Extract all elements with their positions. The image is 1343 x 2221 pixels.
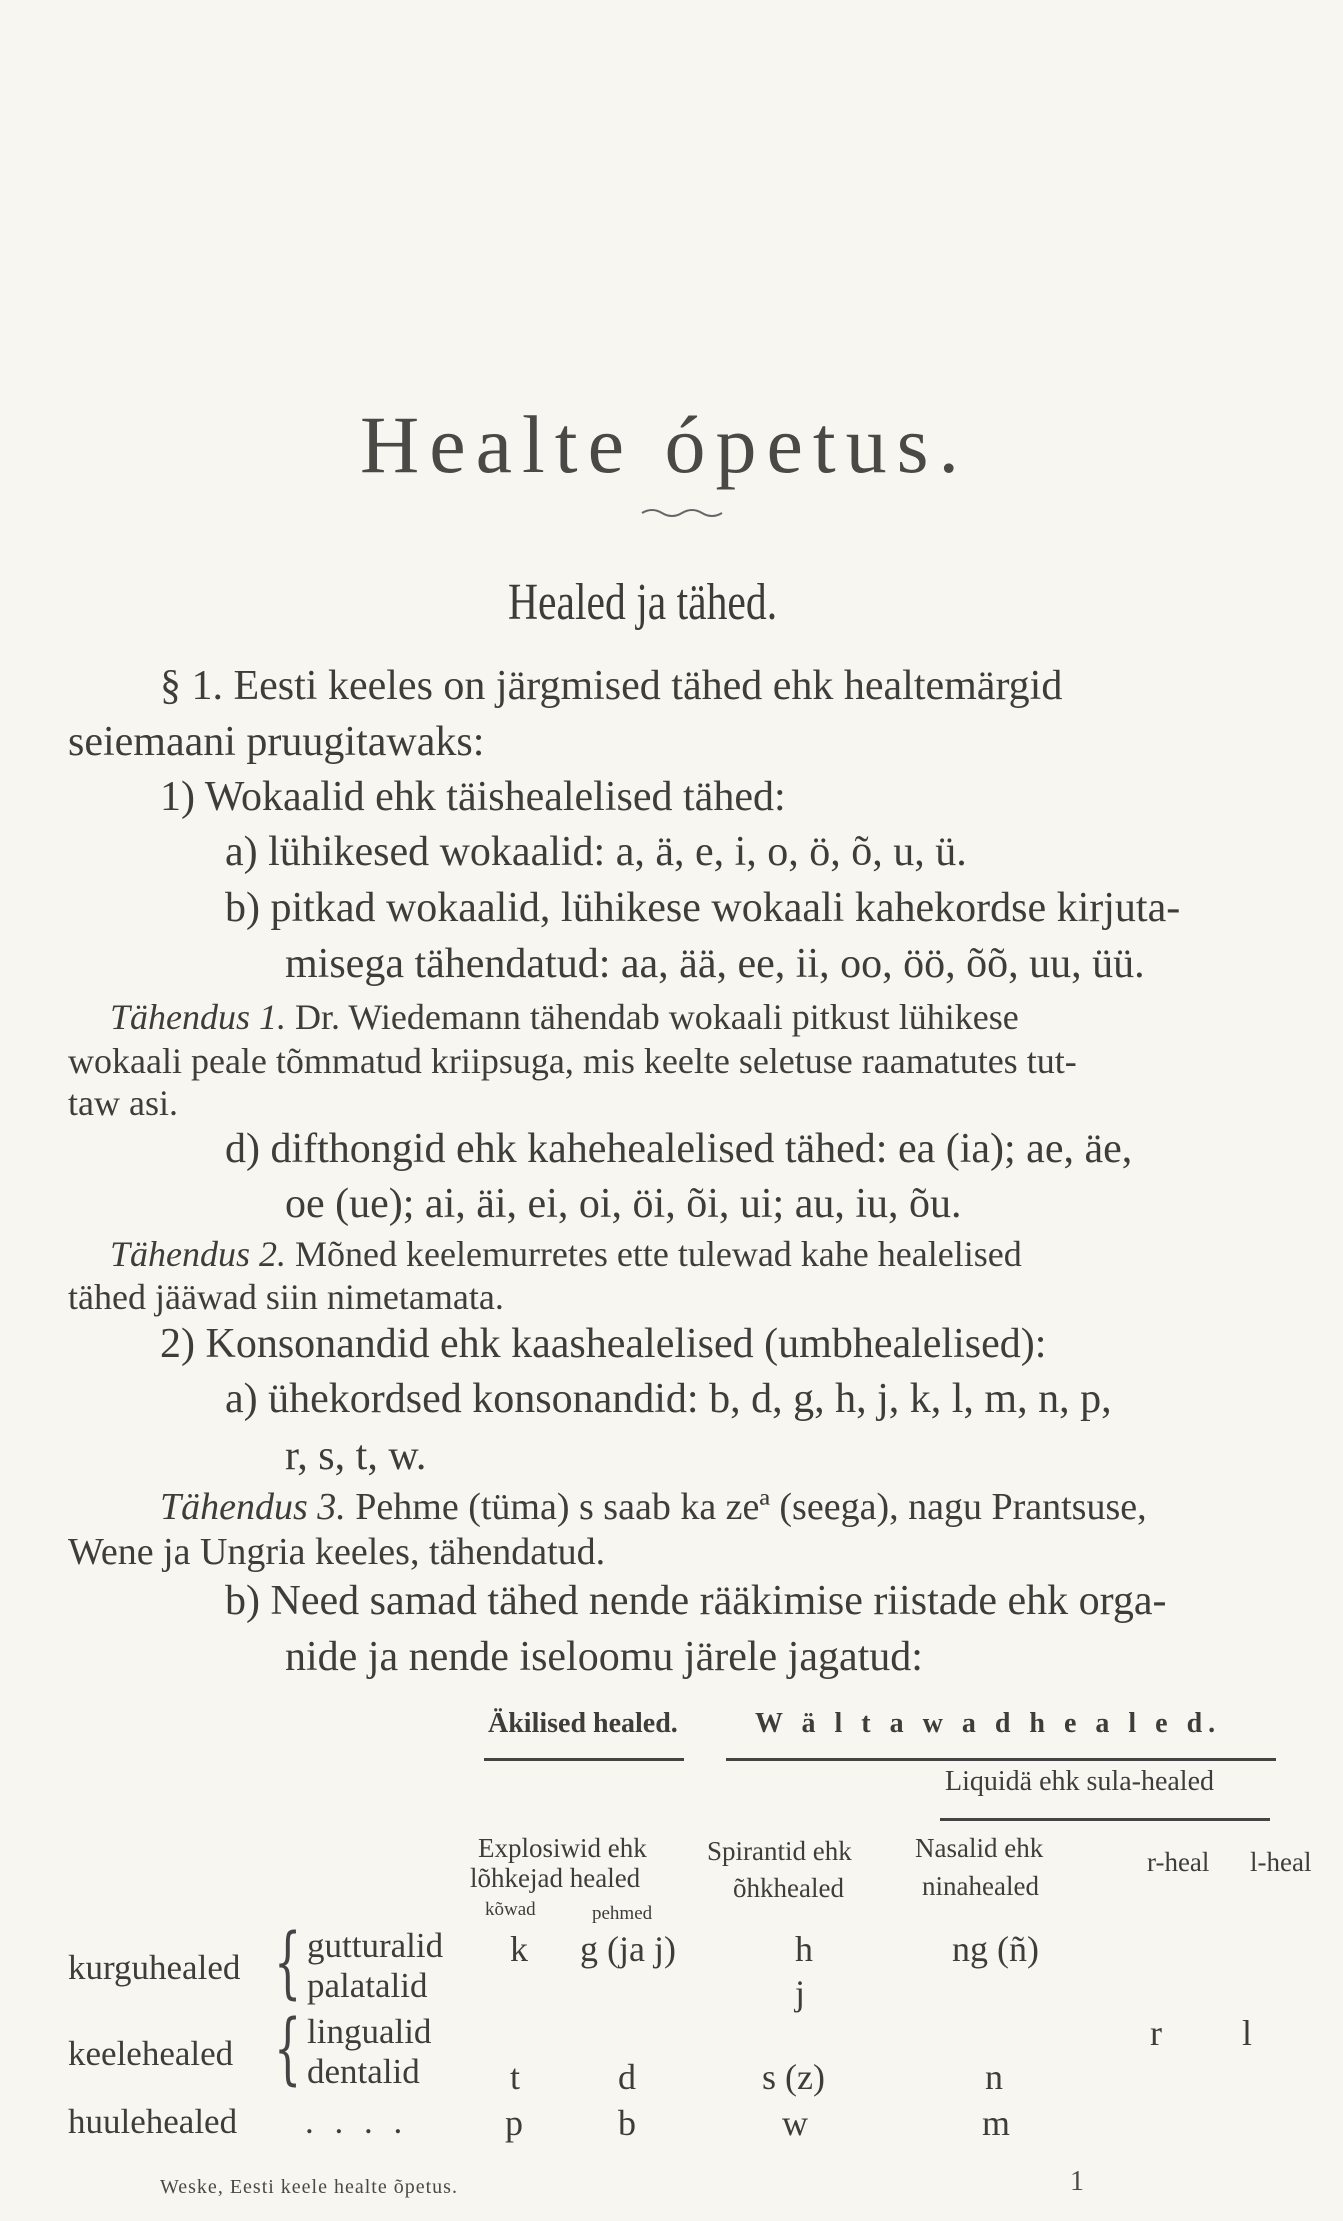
paragraph-5b: oe (ue); ai, äi, ei, oi, öi, õi, ui; au, iu, õu. bbox=[285, 1181, 962, 1227]
paragraph-8a: b) Need samad tähed nende rääkimise riistade ehk orga- bbox=[225, 1578, 1167, 1624]
brace-kurgu: { bbox=[274, 1918, 302, 2008]
paragraph-2: 1) Wokaalid ehk täishealelised tähed: bbox=[160, 774, 786, 820]
row-lingualid: lingualid bbox=[307, 2012, 432, 2051]
note-2 bbox=[110, 1233, 1022, 1275]
note-1-text-b: wokaali peale tõmmatud kriipsuga, mis keelte seletuse raamatutes tut- bbox=[68, 1041, 1077, 1081]
group-akilised-bracket bbox=[484, 1758, 684, 1761]
col-spirant-a: Spirantid ehk bbox=[707, 1836, 852, 1866]
paragraph-1b: seiemaani pruugitawaks: bbox=[68, 719, 485, 765]
sub-pehmed: pehmed bbox=[592, 1903, 653, 1924]
note-1-label: Tähendus 1. bbox=[110, 997, 287, 1037]
cell-lingual-r: r bbox=[1150, 2013, 1162, 2053]
col-l-heal: l-heal bbox=[1250, 1847, 1312, 1877]
paragraph-4b: misega tähendatud: aa, ää, ee, ii, oo, öö, õõ, uu, üü. bbox=[285, 941, 1145, 987]
col-nasal-a: Nasalid ehk bbox=[915, 1833, 1044, 1863]
paragraph-7a: a) ühekordsed konsonandid: b, d, g, h, j, k, l, m, n, p, bbox=[225, 1376, 1112, 1422]
row-huulehealed: huulehealed bbox=[68, 2102, 238, 2141]
cell-dental-kowad: t bbox=[510, 2057, 521, 2097]
note-3 bbox=[160, 1485, 1147, 1529]
brace-keele: { bbox=[274, 2004, 302, 2094]
cell-huule-nasal: m bbox=[982, 2103, 1011, 2143]
group-liquida-bracket bbox=[940, 1818, 1270, 1821]
cell-kurgu-spirant: h bbox=[795, 1929, 813, 1969]
page-number: 1 bbox=[1070, 2166, 1085, 2197]
note-3-label: Tähendus 3. bbox=[160, 1486, 346, 1528]
group-waltawad: W ä l t a w a d h e a l e d. bbox=[755, 1708, 1222, 1739]
sub-kowad: kõwad bbox=[485, 1899, 536, 1920]
col-explosiv-a: Explosiwid ehk bbox=[478, 1833, 647, 1863]
cell-kurgu-nasal: ng (ñ) bbox=[952, 1929, 1039, 1969]
note-2-label: Tähendus 2. bbox=[110, 1234, 287, 1274]
cell-kurgu-pehmed: g (ja j) bbox=[580, 1929, 676, 1969]
page-title: Healte ópetus. bbox=[360, 399, 970, 490]
note-1 bbox=[110, 996, 1019, 1038]
col-nasal-b: ninahealed bbox=[922, 1871, 1039, 1901]
note-1-text-c: taw asi. bbox=[68, 1083, 178, 1123]
cell-dental-pehmed: d bbox=[618, 2057, 636, 2097]
paragraph-4a: b) pitkad wokaalid, lühikese wokaali kahekordse kirjuta- bbox=[225, 885, 1181, 931]
col-r-heal: r-heal bbox=[1147, 1847, 1210, 1877]
paragraph-3: a) lühikesed wokaalid: a, ä, e, i, o, ö, õ, u, ü. bbox=[225, 829, 967, 875]
cell-huule-kowad: p bbox=[505, 2103, 523, 2143]
paragraph-6: 2) Konsonandid ehk kaashealelised (umbhealelised): bbox=[160, 1321, 1047, 1367]
note-3-text-b: Wene ja Ungria keeles, tähendatud. bbox=[68, 1531, 606, 1573]
cell-palatal-spirant: j bbox=[795, 1973, 806, 2013]
section-subtitle: Healed ja tähed. bbox=[508, 574, 778, 631]
paragraph-7b: r, s, t, w. bbox=[285, 1433, 427, 1479]
row-huule-dots: . . . . bbox=[305, 2102, 409, 2141]
col-explosiv-b: lõhkejad healed bbox=[470, 1863, 641, 1893]
group-akilised: Äkilised healed. bbox=[488, 1708, 678, 1739]
note-1-text-a: Dr. Wiedemann tähendab wokaali pitkust lühikese bbox=[295, 997, 1019, 1037]
note-3-text-a: Pehme (tüma) s saab ka zeª (seega), nagu Prantsuse, bbox=[355, 1486, 1147, 1528]
note-2-text-b: tähed jääwad siin nimetamata. bbox=[68, 1277, 504, 1317]
cell-dental-spirant: s (z) bbox=[762, 2057, 825, 2097]
footer-source: Weske, Eesti keele healte õpetus. bbox=[160, 2176, 458, 2198]
title-flourish bbox=[640, 505, 730, 519]
row-keelehealed: keelehealed bbox=[68, 2034, 234, 2073]
row-palatalid: palatalid bbox=[307, 1966, 428, 2005]
row-kurguhealed: kurguhealed bbox=[68, 1948, 241, 1987]
paragraph-8b: nide ja nende iseloomu järele jagatud: bbox=[285, 1634, 923, 1680]
paragraph-5a: d) difthongid ehk kahehealelised tähed: ea (ia); ae, äe, bbox=[225, 1126, 1133, 1172]
group-liquida: Liquidä ehk sula-healed bbox=[945, 1766, 1215, 1797]
cell-dental-nasal: n bbox=[985, 2057, 1003, 2097]
cell-kurgu-kowad: k bbox=[510, 1929, 528, 1969]
group-waltawad-bracket bbox=[726, 1758, 1276, 1761]
cell-lingual-l: l bbox=[1242, 2013, 1253, 2053]
paragraph-1a: § 1. Eesti keeles on järgmised tähed ehk healtemärgid bbox=[160, 663, 1063, 709]
row-dentalid: dentalid bbox=[307, 2052, 420, 2091]
note-2-text-a: Mõned keelemurretes ette tulewad kahe healelised bbox=[295, 1234, 1022, 1274]
row-gutturalid: gutturalid bbox=[307, 1926, 444, 1965]
col-spirant-b: õhkhealed bbox=[733, 1873, 844, 1903]
cell-huule-pehmed: b bbox=[618, 2103, 636, 2143]
cell-huule-spirant: w bbox=[782, 2103, 808, 2143]
